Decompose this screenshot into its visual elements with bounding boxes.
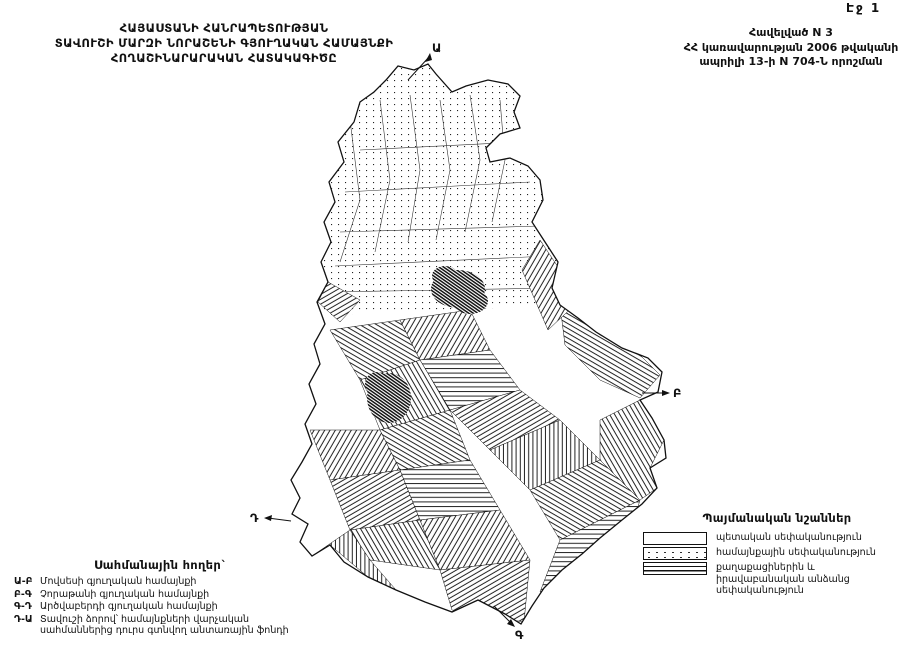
annex-line3: ապրիլի 13-ի N 704-Ն որոշման [699, 55, 883, 68]
swatch-label: համայնքային սեփականություն [716, 547, 876, 558]
border-code: Գ-Դ [14, 601, 32, 612]
cadastral-map [235, 34, 710, 646]
border-legend-item [14, 576, 324, 588]
map-title-line2: ՏԱՎՈՒՇԻ ՄԱՐԶԻ ՆՈՐԱՇԵՆԻ ԳՅՈՒՂԱԿԱՆ ՀԱՄԱՅՆՔԻ [54, 36, 394, 50]
arrowhead-icon [264, 515, 272, 521]
border-legend-title: Սահմանային հողեր` [94, 558, 228, 572]
arrowhead-icon [425, 53, 432, 62]
border-label: Մովսեսի գյուղական համայնքի [40, 576, 197, 587]
border-label: Արծվաբերդի գյուղական համայնքի [40, 601, 218, 612]
marker-G-label: Գ [515, 628, 524, 642]
border-legend [14, 558, 324, 638]
signs-legend [643, 511, 911, 599]
map-title-line1: ՀԱՅԱՍՏԱՆԻ ՀԱՆՐԱՊԵՏՈՒԹՅԱՆ [119, 21, 329, 35]
border-legend-item [14, 614, 324, 637]
signs-legend-item [643, 547, 911, 560]
arrowhead-icon [662, 390, 670, 396]
swatch-label: պետական սեփականություն [716, 532, 862, 543]
page-number: Էջ 1 [846, 1, 882, 15]
map-territory-fill [235, 34, 710, 646]
marker-D [250, 511, 291, 525]
signs-legend-title: Պայմանական նշաններ [702, 511, 852, 525]
border-code: Դ-Ա [14, 613, 33, 625]
map-title-line3: ՀՈՂԱՇԻՆԱՐԱՐԱԿԱՆ ՀԱՏԱԿԱԳԻԾԸ [110, 51, 338, 65]
border-code: Բ-Գ [14, 588, 32, 600]
border-label: Տավուշի ձորով՝ համայնքների վարչական սահմաններից դուրս գտնվող անտառային ֆոնդի [40, 613, 289, 636]
swatch-label: քաղաքացիներին և իրավաբանական անձանց սեփականություն [716, 562, 850, 596]
marker-A-label: Ա [432, 41, 442, 55]
border-legend-item [14, 589, 324, 601]
state-property-swatch [643, 532, 707, 545]
marker-B-label: Բ [673, 386, 682, 400]
annex-line1: Հավելված N 3 [749, 26, 833, 39]
annex-line2: ՀՀ կառավարության 2006 թվականի [683, 40, 899, 54]
community-property-swatch [643, 547, 707, 560]
signs-legend-item [643, 562, 911, 597]
private-property-swatch [643, 562, 707, 575]
border-code: Ա-Բ [14, 576, 33, 587]
border-label: Չորաթանի գյուղական համայնքի [40, 588, 210, 600]
border-legend-item [14, 601, 324, 613]
marker-D-label: Դ [250, 511, 259, 525]
signs-legend-item [643, 532, 911, 545]
